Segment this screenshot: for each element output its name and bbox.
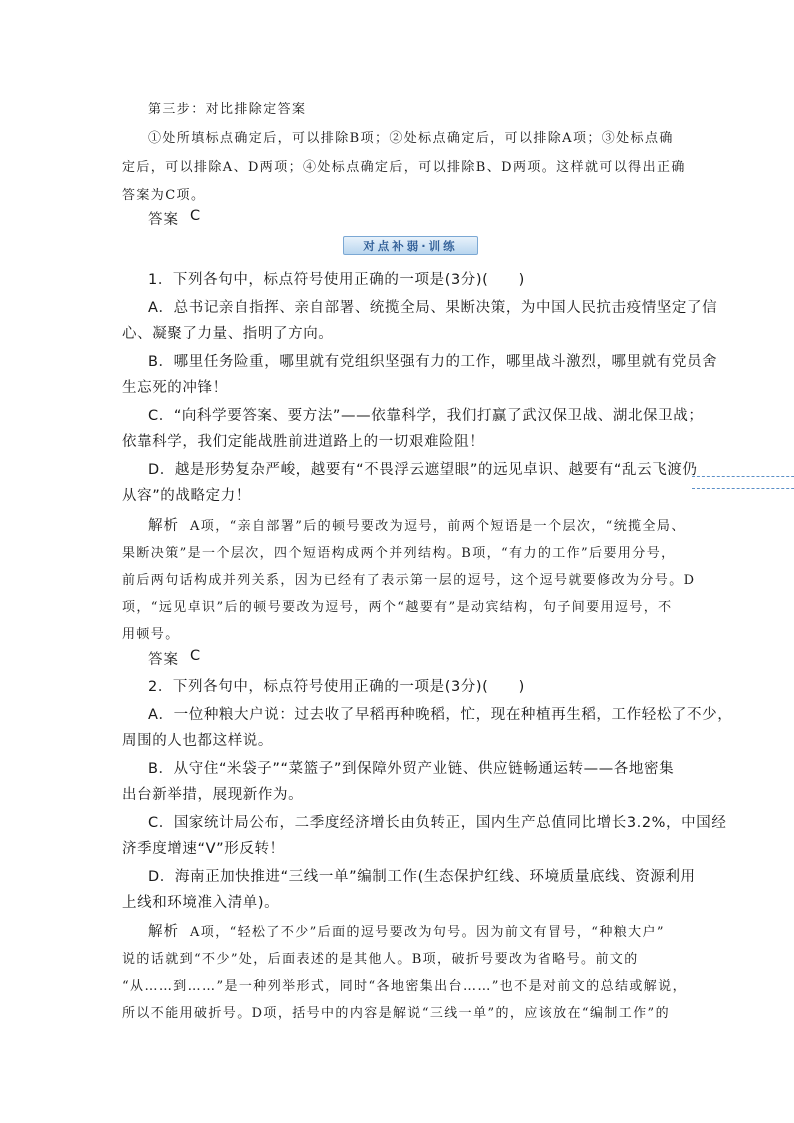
analysis-line: A项，“轻松了不少”后面的逗号要改为句号。因为前文有冒号，“种粮大户” [190, 925, 665, 940]
analysis-line: 用顿号。 [122, 627, 180, 642]
step-text-line: ①处所填标点确定后，可以排除B项；②处标点确定后，可以排除A项；③处标点确 [148, 131, 674, 146]
answer-value: C [190, 208, 202, 224]
option-line: C．国家统计局公布，二季度经济增长由负转正，国内生产总值同比增长3.2%，中国经 [148, 815, 727, 831]
option-line: A．总书记亲自指挥、亲自部署、统揽全局、果断决策，为中国人民抗击疫情坚定了信 [148, 300, 718, 316]
banner-border-decoration [692, 476, 794, 489]
analysis-line: A项，“亲自部署”后的顿号要改为逗号，前两个短语是一个层次，“统揽全局、 [190, 519, 686, 534]
answer-value: C [190, 648, 202, 664]
option-line: A．一位种粮大户说：过去收了早稻再种晚稻，忙，现在种植再生稻，工作轻松了不少， [148, 707, 733, 723]
analysis-line: 说的话就到“不少”处，后面表述的是其他人。B项，破折号要改为省略号。前文的 [122, 952, 639, 967]
analysis-line: 项，“远见卓识”后的顿号要改为逗号，两个“越要有”是动宾结构，句子间要用逗号，不 [122, 600, 673, 615]
analysis-label: 解析 [148, 924, 179, 940]
step-text-line: 定后，可以排除A、D两项；④处标点确定后，可以排除B、D两项。这样就可以得出正确 [122, 160, 686, 175]
analysis-label: 解析 [148, 518, 179, 534]
section-banner [343, 236, 478, 255]
option-line: D．越是形势复杂严峻，越要有“不畏浮云遮望眼”的远见卓识、越要有“乱云飞渡仍 [148, 462, 698, 478]
analysis-line: 前后两句话构成并列关系，因为已经有了表示第一层的逗号，这个逗号就要修改为分号。D [122, 573, 696, 588]
banner-title: 对点补弱·训练 [363, 238, 458, 253]
option-line: 济季度增速“V”形反转！ [122, 841, 285, 857]
step-text-line: 答案为C项。 [122, 188, 206, 203]
question-stem: 2．下列各句中，标点符号使用正确的一项是(3分)( ) [148, 679, 525, 695]
analysis-line: 果断决策”是一个层次，四个短语构成两个并列结构。B项，“有力的工作”后要用分号， [122, 546, 676, 561]
option-line: 依靠科学，我们定能战胜前进道路上的一切艰难险阻！ [122, 434, 485, 450]
analysis-line: 所以不能用破折号。D项，括号中的内容是解说“三线一单”的，应该放在“编制工作”的 [122, 1006, 671, 1021]
option-line: 上线和环境准入清单)。 [122, 895, 280, 911]
step-title: 第三步：对比排除定答案 [148, 102, 307, 117]
option-line: D．海南正加快推进“三线一单”编制工作(生态保护红线、环境质量底线、资源利用 [148, 869, 696, 885]
option-line: B．哪里任务险重，哪里就有党组织坚强有力的工作，哪里战斗激烈，哪里就有党员舍 [148, 354, 718, 370]
option-line: 生忘死的冲锋！ [122, 380, 228, 396]
option-line: 心、凝聚了力量、指明了方向。 [122, 326, 334, 342]
option-line: B．从守住“米袋子”“菜篮子”到保障外贸产业链、供应链畅通运转——各地密集 [148, 761, 675, 777]
option-line: C．“向科学要答案、要方法”——依靠科学，我们打赢了武汉保卫战、湖北保卫战； [148, 408, 704, 424]
analysis-line: “从……到……”是一种列举形式，同时“各地密集出台……”也不是对前文的总结或解说， [122, 979, 687, 994]
option-line: 出台新举措，展现新作为。 [122, 787, 304, 803]
answer-label: 答案 [148, 212, 179, 228]
option-line: 从容”的战略定力！ [122, 488, 251, 504]
option-line: 周围的人也都这样说。 [122, 733, 273, 749]
answer-label: 答案 [148, 652, 179, 668]
question-stem: 1．下列各句中，标点符号使用正确的一项是(3分)( ) [148, 272, 525, 288]
